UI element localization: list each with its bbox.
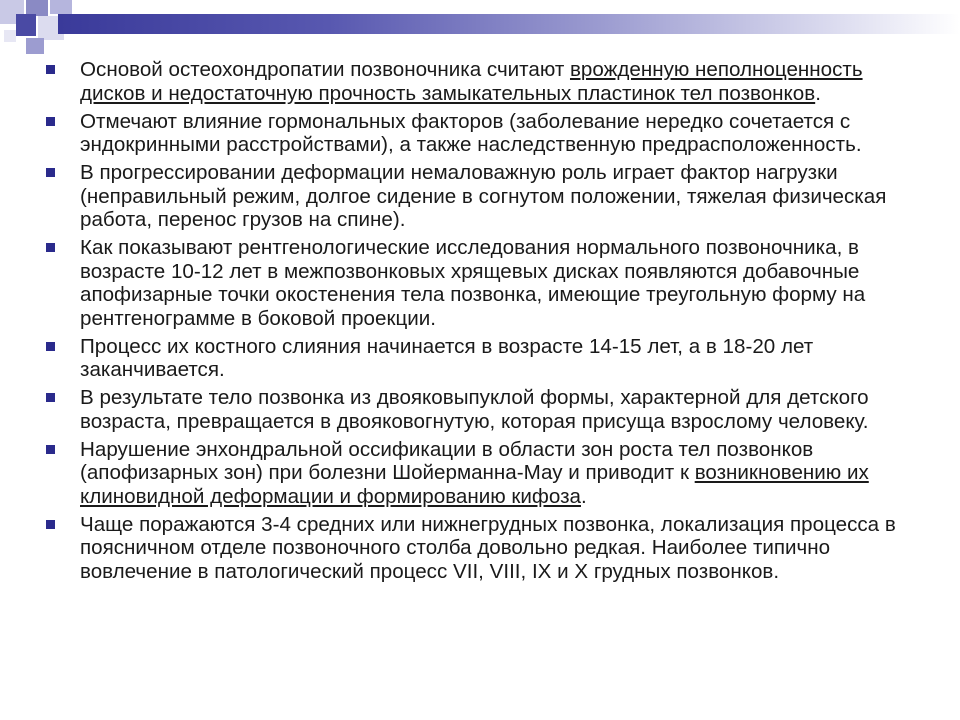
- bullet-text: В прогрессировании деформации немаловажную роль играет фактор нагрузки (неправильный режим, долгое сидение в согнутом положении, тяжелая физическая работа, перенос грузов на спине).: [80, 161, 887, 231]
- bullet-item: [44, 438, 924, 509]
- decor-square: [4, 30, 16, 42]
- square-bullet-icon: [46, 342, 55, 351]
- square-bullet-icon: [46, 117, 55, 126]
- header-gradient-bar: [58, 14, 960, 34]
- square-bullet-icon: [46, 65, 55, 74]
- slide-body: [44, 58, 924, 588]
- bullet-text-before: Основой остеохондропатии позвоночника считают: [80, 58, 570, 81]
- bullet-item: [44, 161, 924, 232]
- bullet-item: [44, 58, 924, 105]
- bullet-text-underlined: возникновению их клиновидной деформации и формированию кифоза: [80, 461, 869, 508]
- bullet-text: Процесс их костного слияния начинается в возрасте 14-15 лет, а в 18-20 лет заканчивается.: [80, 334, 814, 381]
- square-bullet-icon: [46, 243, 55, 252]
- decor-square: [50, 0, 72, 14]
- bullet-text: Отмечают влияние гормональных факторов (заболевание нередко сочетается с эндокринными расстройствами), а также наследственную предрасположенность.: [80, 109, 862, 156]
- bullet-text-underlined: врожденную неполноценность дисков и недостаточную прочность замыкательных пластинок тел позвонков: [80, 58, 863, 105]
- bullet-item: [44, 335, 924, 382]
- bullet-item: [44, 513, 924, 584]
- bullet-list: [44, 58, 924, 583]
- bullet-item: [44, 236, 924, 330]
- bullet-text-after: .: [815, 81, 821, 105]
- bullet-text: В результате тело позвонка из двояковыпуклой формы, характерной для детского возраста, превращается в двояковогнутую, которая присуща взрослому человеку.: [80, 386, 869, 433]
- bullet-item: [44, 386, 924, 433]
- decor-square: [16, 14, 36, 36]
- square-bullet-icon: [46, 393, 55, 402]
- square-bullet-icon: [46, 168, 55, 177]
- decor-square: [26, 38, 44, 54]
- bullet-text: Чаще поражаются 3-4 средних или нижнегрудных позвонка, локализация процесса в поясничном отделе позвоночного столба довольно редкая. Наиболее типично вовлечение в патологический процесс VII, VIII, IX и X грудных позвонков.: [80, 512, 896, 583]
- square-bullet-icon: [46, 445, 55, 454]
- bullet-text-before: Нарушение энхондральной оссификации в области зон роста тел позвонков (апофизарных зон) при болезни Шойерманна-Мау и приводит к: [80, 437, 814, 484]
- bullet-text-after: .: [580, 484, 587, 508]
- bullet-text: Как показывают рентгенологические исследования нормального позвоночника, в возрасте 10-12 лет в межпозвонковых хрящевых дисках появляются добавочные апофизарные точки окостенения тела позвонка, имеющие треугольную форму на рентгенограмме в боковой проекции.: [80, 236, 866, 330]
- square-bullet-icon: [46, 520, 55, 529]
- bullet-item: [44, 110, 924, 157]
